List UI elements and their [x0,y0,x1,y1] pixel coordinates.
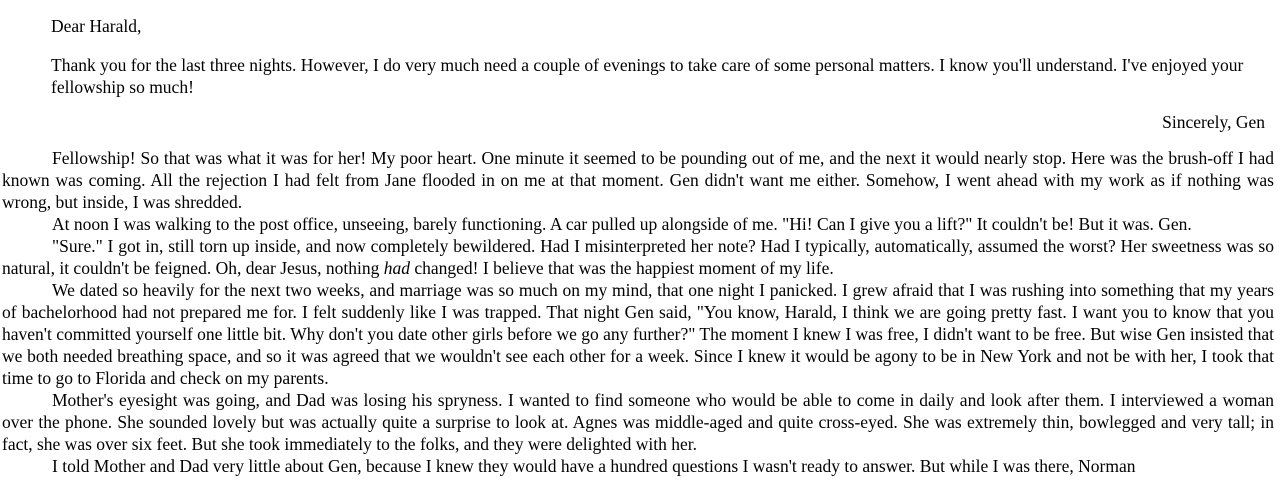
paragraph-text: "Sure." I got in, still torn up inside, and now completely bewildered. Had I misinterpreted her note? Had I typically, automatically, assumed the worst? Her sweetness was so natural, it couldn't be feigned. Oh, dear Jesus, nothing [2,236,1274,278]
letter-block [51,15,1274,98]
paragraph-text: We dated so heavily for the next two weeks, and marriage was so much on my mind, that one night I panicked. I grew afraid that I was rushing into something that my years of bachelorhood had not prepared me for. I felt suddenly like I was trapped. That night Gen said, "You know, Harald, I think we are going pretty fast. I want you to know that you haven't committed yourself one little bit. Why don't you date other girls before we go any further?" The moment I knew I was free, I didn't want to be free. But wise Gen insisted that we both needed breathing space, and so it was agreed that we wouldn't see each other for a week. Since I knew it would be agony to be in New York and not be with her, I took that time to go to Florida and check on my parents. [2,280,1274,388]
letter-signature: Sincerely, Gen [1162,112,1265,132]
paragraph-text: Mother's eyesight was going, and Dad was losing his spryness. I wanted to find someone who would be able to come in daily and look after them. I interviewed a woman over the phone. She sounded lovely but was actually quite a surprise to look at. Agnes was middle-aged and quite cross-eyed. She was extremely thin, bowlegged and very tall; in fact, she was over six feet. But she took immediately to the folks, and they were delighted with her. [2,390,1274,454]
paragraph-text: changed! I believe that was the happiest moment of my life. [410,258,834,278]
italic-text: had [383,258,410,278]
paragraph-text: Fellowship! So that was what it was for her! My poor heart. One minute it seemed to be pounding out of me, and the next it would nearly stop. Here was the brush-off I had known was coming. All the rejection I had felt from Jane flooded in on me at that moment. Gen didn't want me either. Somehow, I went ahead with my work as if nothing was wrong, but inside, I was shredded. [2,148,1274,212]
narrative-paragraph [2,235,1274,279]
narrative-paragraph [2,213,1274,235]
letter-body: Thank you for the last three nights. However, I do very much need a couple of evenings to take care of some personal matters. I know you'll understand. I've enjoyed your fellowship so much! [51,55,1244,97]
narrative [2,147,1274,477]
narrative-paragraph [2,455,1274,477]
narrative-paragraph [2,389,1274,455]
letter-salutation: Dear Harald, [51,16,142,36]
narrative-paragraph [2,279,1274,389]
narrative-paragraph [2,147,1274,213]
paragraph-text: At noon I was walking to the post office, unseeing, barely functioning. A car pulled up alongside of me. "Hi! Can I give you a lift?" It couldn't be! But it was. Gen. [52,214,1192,234]
paragraph-text: I told Mother and Dad very little about Gen, because I knew they would have a hundred questions I wasn't ready to answer. But while I was there, Norman [52,456,1136,476]
